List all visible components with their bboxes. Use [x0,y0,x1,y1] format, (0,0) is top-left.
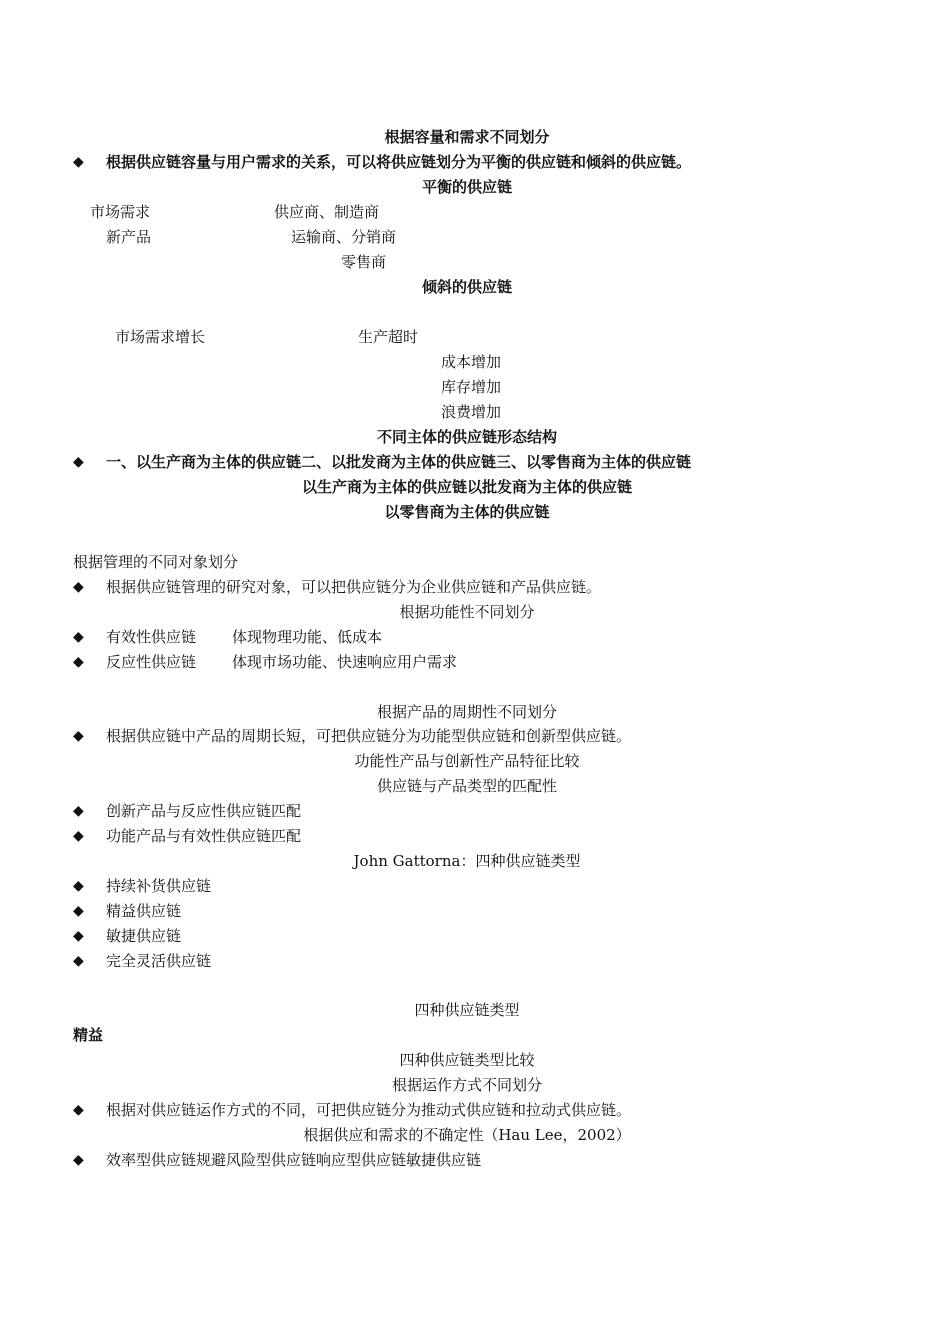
bullet-icon: ◆ [73,878,84,894]
heading-gattorna: John Gattorna：四种供应链类型 [353,852,581,870]
paragraph-product-cycle: 根据供应链中产品的周期长短，可把供应链分为功能型供应链和创新型供应链。 [106,727,632,745]
diagram-label-demand-growth: 市场需求增长 [115,328,206,346]
bullet-icon: ◆ [73,629,84,645]
item-responsive-desc: 体现市场功能、快速响应用户需求 [232,653,458,671]
paragraph-capacity: 根据供应链容量与用户需求的关系，可以将供应链划分为平衡的供应链和倾斜的供应链。 [106,153,692,171]
item-efficient-desc: 体现物理功能、低成本 [232,628,383,646]
item-efficient-chain: 有效性供应链 [106,628,197,646]
heading-four-types: 四种供应链类型 [414,1001,520,1019]
heading-producer-wholesaler: 以生产商为主体的供应链以批发商为主体的供应链 [301,478,632,496]
bullet-icon: ◆ [73,728,84,744]
item-flexible: 完全灵活供应链 [106,952,212,970]
diagram-label-overtime: 生产超时 [358,328,419,346]
heading-retailer: 以零售商为主体的供应链 [384,503,550,521]
diagram-label-market-demand: 市场需求 [90,203,151,221]
item-lean: 精益供应链 [106,902,182,920]
section-lean: 精益 [73,1026,104,1044]
heading-product-compare: 功能性产品与创新性产品特征比较 [354,752,580,770]
item-innovative-match: 创新产品与反应性供应链匹配 [106,802,302,820]
paragraph-management: 根据供应链管理的研究对象，可以把供应链分为企业供应链和产品供应链。 [106,578,602,596]
heading-balanced: 平衡的供应链 [421,178,512,196]
item-agile: 敏捷供应链 [106,927,182,945]
item-four-chains: 效率型供应链规避风险型供应链响应型供应链敏捷供应链 [106,1151,482,1169]
section-management-objects: 根据管理的不同对象划分 [73,553,239,571]
bullet-icon: ◆ [73,654,84,670]
heading-four-compare: 四种供应链类型比较 [399,1051,535,1069]
diagram-label-waste: 浪费增加 [441,403,502,421]
diagram-label-cost: 成本增加 [441,353,502,371]
diagram-label-inventory: 库存增加 [441,378,502,396]
bullet-icon: ◆ [73,928,84,944]
bullet-icon: ◆ [73,454,84,470]
bullet-icon: ◆ [73,1102,84,1118]
bullet-icon: ◆ [73,828,84,844]
bullet-icon: ◆ [73,579,84,595]
heading-operation: 根据运作方式不同划分 [391,1076,542,1094]
diagram-label-retailer: 零售商 [341,253,387,271]
heading-tilted: 倾斜的供应链 [421,278,512,296]
heading-product-cycle: 根据产品的周期性不同划分 [376,703,557,721]
heading-capacity-demand: 根据容量和需求不同划分 [384,128,550,146]
heading-subjects: 不同主体的供应链形态结构 [376,428,557,446]
heading-matching: 供应链与产品类型的匹配性 [376,777,557,795]
item-continuous: 持续补货供应链 [106,877,212,895]
bullet-icon: ◆ [73,903,84,919]
diagram-label-transport: 运输商、分销商 [291,228,397,246]
bullet-icon: ◆ [73,154,84,170]
paragraph-subjects: 一、以生产商为主体的供应链二、以批发商为主体的供应链三、以零售商为主体的供应链 [106,453,692,471]
diagram-label-new-product: 新产品 [106,228,152,246]
heading-function: 根据功能性不同划分 [399,603,535,621]
item-functional-match: 功能产品与有效性供应链匹配 [106,827,302,845]
paragraph-operation: 根据对供应链运作方式的不同，可把供应链分为推动式供应链和拉动式供应链。 [106,1101,632,1119]
heading-uncertainty: 根据供应和需求的不确定性（Hau Lee，2002） [303,1126,631,1144]
bullet-icon: ◆ [73,1152,84,1168]
diagram-label-supplier: 供应商、制造商 [274,203,380,221]
item-responsive-chain: 反应性供应链 [106,653,197,671]
bullet-icon: ◆ [73,803,84,819]
bullet-icon: ◆ [73,953,84,969]
